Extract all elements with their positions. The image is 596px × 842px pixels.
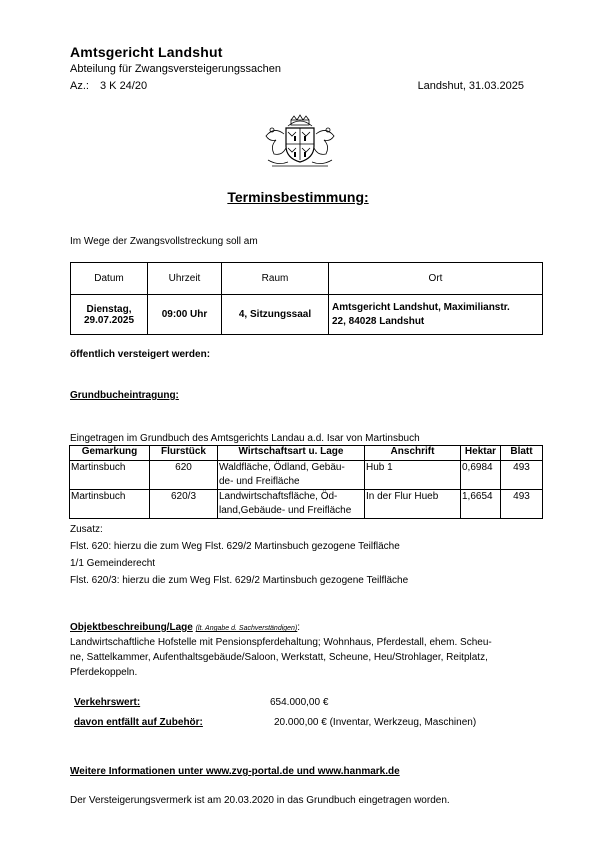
termin-ort [329, 295, 543, 335]
col-hektar: Hektar [461, 446, 501, 461]
termin-value-row [71, 295, 543, 335]
termin-datum [71, 295, 148, 335]
zusatz-label: Zusatz: [70, 524, 103, 535]
header-raum: Raum [222, 263, 329, 295]
ort-line-2: 22, 84028 Landshut [332, 315, 425, 327]
file-number-value: 3 K 24/20 [100, 80, 148, 92]
zusatz-line: 1/1 Gemeinderecht [70, 558, 156, 569]
objekt-heading [70, 622, 300, 633]
cell-hektar: 1,6654 [461, 490, 501, 519]
court-name: Amtsgericht Landshut [70, 44, 223, 60]
wirt-line-2: land,Gebäude- und Freifläche [219, 505, 352, 516]
objekt-heading-note: (lt. Angabe d. Sachverständigen) [195, 625, 298, 632]
col-wirtschaftsart: Wirtschaftsart u. Lage [218, 446, 365, 461]
verkehrswert-value: 654.000,00 € [270, 697, 329, 708]
cell-flurstueck: 620 [150, 461, 218, 490]
cell-blatt: 493 [501, 461, 543, 490]
termin-raum: 4, Sitzungssaal [222, 295, 329, 335]
cell-hektar: 0,6984 [461, 461, 501, 490]
objekt-heading-colon: : [297, 622, 301, 633]
header-datum: Datum [71, 263, 148, 295]
col-gemarkung: Gemarkung [70, 446, 150, 461]
verkehrswert-label: Verkehrswert: [74, 697, 141, 708]
intro-text: Im Wege der Zwangsvollstreckung soll am [70, 236, 258, 247]
zubehoer-value: 20.000,00 € (Inventar, Werkzeug, Maschinen) [274, 717, 477, 728]
zusatz-block [70, 521, 408, 589]
ort-line-1: Amtsgericht Landshut, Maximilianstr. [332, 301, 510, 313]
objekt-line: ne, Sattelkammer, Aufenthaltsgebäude/Saloon, Werkstatt, Scheune, Heu/Strohlager, Reitplatz, [70, 652, 488, 663]
zusatz-line: Flst. 620/3: hierzu die zum Weg Flst. 629/2 Martinsbuch gezogene Teilfläche [70, 575, 409, 586]
table-row [70, 461, 543, 490]
cell-gemarkung: Martinsbuch [70, 461, 150, 490]
cell-blatt: 493 [501, 490, 543, 519]
place-date: Landshut, 31.03.2025 [417, 80, 524, 92]
grundbuch-intro: Eingetragen im Grundbuch des Amtsgerichts Landau a.d. Isar von Martinsbuch [70, 433, 420, 444]
objekt-heading-label: Objektbeschreibung/Lage [70, 622, 193, 633]
col-flurstueck: Flurstück [150, 446, 218, 461]
datum-date: 29.07.2025 [83, 314, 135, 326]
grundbuch-table [69, 445, 543, 519]
datum-weekday: Dienstag, [86, 303, 132, 315]
wirt-line-1: Waldfläche, Ödland, Gebäu- [219, 462, 345, 473]
versteigert-text: öffentlich versteigert werden: [70, 349, 211, 360]
file-number-label: Az.: [70, 80, 89, 92]
termin-header-row [71, 263, 543, 295]
bavarian-coat-of-arms-seal [258, 112, 342, 170]
cell-anschrift: Hub 1 [365, 461, 461, 490]
info-links: Weitere Informationen unter www.zvg-portal.de und www.hanmark.de [70, 766, 400, 777]
zubehoer-label: davon entfällt auf Zubehör: [74, 717, 203, 728]
grundbuch-heading: Grundbucheintragung: [70, 390, 179, 401]
termin-table [70, 262, 543, 335]
versteigerungsvermerk: Der Versteigerungsvermerk ist am 20.03.2020 in das Grundbuch eingetragen worden. [70, 795, 450, 806]
zusatz-line: Flst. 620: hierzu die zum Weg Flst. 629/2 Martinsbuch gezogene Teilfläche [70, 541, 400, 552]
header-uhrzeit: Uhrzeit [148, 263, 222, 295]
department: Abteilung für Zwangsversteigerungssachen [70, 63, 281, 75]
objekt-line: Pferdekoppeln. [70, 667, 138, 678]
cell-gemarkung: Martinsbuch [70, 490, 150, 519]
cell-anschrift: In der Flur Hueb [365, 490, 461, 519]
col-blatt: Blatt [501, 446, 543, 461]
wirt-line-1: Landwirtschaftsfläche, Öd- [219, 491, 338, 502]
cell-flurstueck: 620/3 [150, 490, 218, 519]
cell-wirtschaftsart [218, 461, 365, 490]
termin-uhrzeit: 09:00 Uhr [148, 295, 222, 335]
col-anschrift: Anschrift [365, 446, 461, 461]
objekt-line: Landwirtschaftliche Hofstelle mit Pensionspferdehaltung; Wohnhaus, Pferdestall, ehem. Scheu- [70, 637, 492, 648]
grundbuch-header-row [70, 446, 543, 461]
file-number [70, 80, 147, 92]
cell-wirtschaftsart [218, 490, 365, 519]
header-ort: Ort [329, 263, 543, 295]
table-row [70, 490, 543, 519]
objekt-description [70, 635, 540, 680]
document-title: Terminsbestimmung: [227, 189, 369, 205]
wirt-line-2: de- und Freifläche [219, 476, 300, 487]
